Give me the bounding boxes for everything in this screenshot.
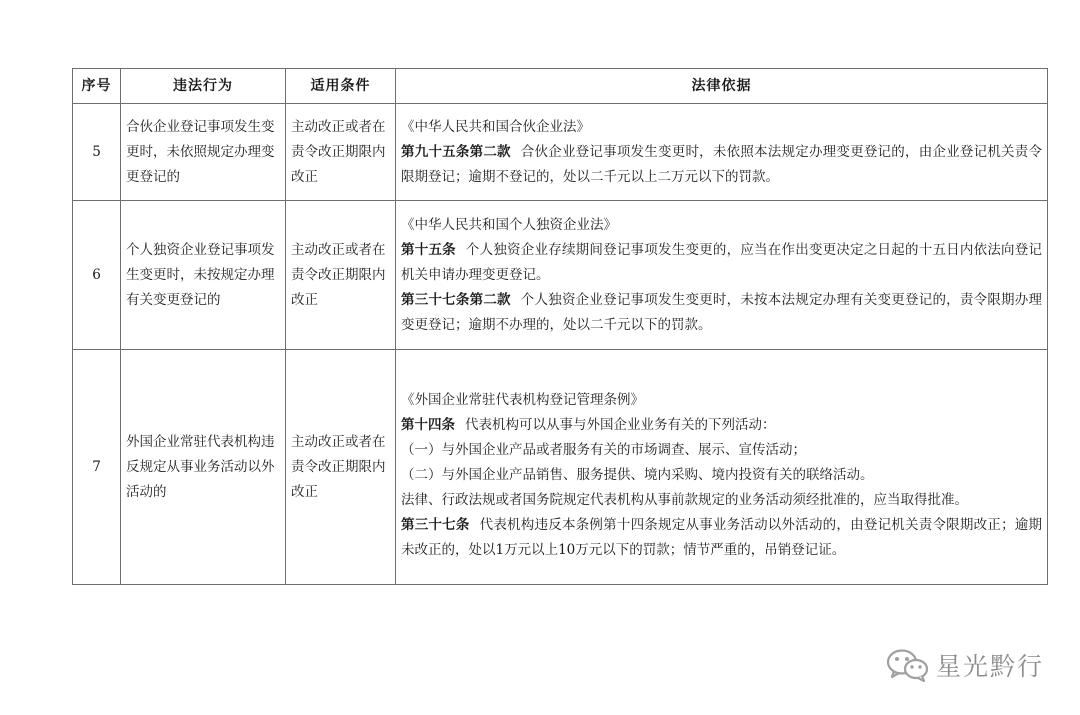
table-row — [73, 350, 1048, 585]
row-condition: 主动改正或者在责令改正期限内改正 — [286, 104, 396, 201]
table-row — [73, 104, 1048, 201]
article-label: 第三十七条第二款 — [401, 291, 511, 308]
row-condition: 主动改正或者在责令改正期限内改正 — [286, 201, 396, 350]
row-num: 7 — [73, 350, 121, 585]
article-label: 第十五条 — [401, 241, 456, 258]
watermark — [886, 645, 1056, 685]
basis-article: 第九十五条第二款 合伙企业登记事项发生变更时，未依照本法规定办理变更登记的，由企业登记机关责令限期登记；逾期不登记的，处以二千元以上二万元以下的罚款。 — [401, 143, 1043, 185]
basis-law-title: 《中华人民共和国合伙企业法》 — [401, 118, 590, 135]
basis-article: 第三十七条 代表机构违反本条例第十四条规定从事业务活动以外活动的，由登记机关责令限期改正；逾期未改正的，处以1万元以上10万元以下的罚款；情节严重的，吊销登记证。 — [401, 516, 1043, 558]
row-violation: 合伙企业登记事项发生变更时，未依照规定办理变更登记的 — [121, 104, 286, 201]
basis-law-title: 《外国企业常驻代表机构登记管理条例》 — [401, 391, 644, 408]
wechat-icon — [886, 647, 930, 683]
table-header-row — [73, 69, 1048, 104]
basis-item: （一）与外国企业产品或者服务有关的市场调查、展示、宣传活动； — [401, 441, 806, 458]
law-table — [72, 68, 1048, 585]
table-row — [73, 201, 1048, 350]
row-basis — [396, 201, 1048, 350]
row-violation: 外国企业常驻代表机构违反规定从事业务活动以外活动的 — [121, 350, 286, 585]
row-basis — [396, 104, 1048, 201]
header-violation: 违法行为 — [121, 69, 286, 104]
header-basis: 法律依据 — [396, 69, 1048, 104]
basis-article: 第十四条 代表机构可以从事与外国企业业务有关的下列活动： — [401, 416, 776, 433]
row-num: 5 — [73, 104, 121, 201]
row-num: 6 — [73, 201, 121, 350]
basis-article: 第三十七条第二款 个人独资企业登记事项发生变更时，未按本法规定办理有关变更登记的，责令限期办理变更登记；逾期不办理的，处以二千元以下的罚款。 — [401, 291, 1043, 333]
article-label: 第三十七条 — [401, 516, 470, 533]
article-label: 第九十五条第二款 — [401, 143, 511, 160]
basis-item: （二）与外国企业产品销售、服务提供、境内采购、境内投资有关的联络活动。 — [401, 466, 874, 483]
row-violation: 个人独资企业登记事项发生变更时，未按规定办理有关变更登记的 — [121, 201, 286, 350]
article-label: 第十四条 — [401, 416, 455, 433]
header-condition: 适用条件 — [286, 69, 396, 104]
basis-paragraph: 法律、行政法规或者国务院规定代表机构从事前款规定的业务活动须经批准的，应当取得批准。 — [401, 491, 968, 508]
basis-article: 第十五条 个人独资企业存续期间登记事项发生变更的，应当在作出变更决定之日起的十五日内依法向登记机关申请办理变更登记。 — [401, 241, 1043, 283]
header-num: 序号 — [73, 69, 121, 104]
row-basis — [396, 350, 1048, 585]
watermark-text: 星光黔行 — [936, 652, 1045, 681]
row-condition: 主动改正或者在责令改正期限内改正 — [286, 350, 396, 585]
basis-law-title: 《中华人民共和国个人独资企业法》 — [401, 216, 617, 233]
